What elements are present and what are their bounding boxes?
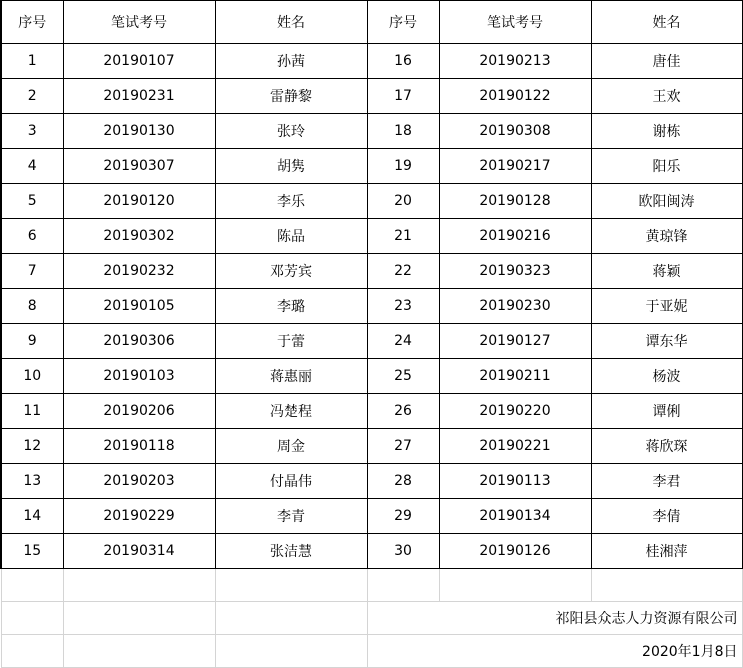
exam-number-right-cell: 20190323 bbox=[439, 254, 591, 289]
exam-number-left-cell: 20190306 bbox=[63, 324, 215, 359]
header-name-left: 姓名 bbox=[215, 1, 367, 44]
name-right-cell: 黄琼锋 bbox=[591, 219, 742, 254]
exam-number-left-cell: 20190229 bbox=[63, 499, 215, 534]
table-row bbox=[1, 254, 742, 289]
exam-number-right-cell: 20190216 bbox=[439, 219, 591, 254]
empty-cell bbox=[63, 635, 215, 668]
name-left-cell: 蒋惠丽 bbox=[215, 359, 367, 394]
exam-number-right-cell: 20190221 bbox=[439, 429, 591, 464]
name-right-cell: 蒋欣琛 bbox=[591, 429, 742, 464]
seq-left-cell: 1 bbox=[1, 44, 63, 79]
seq-left-cell: 11 bbox=[1, 394, 63, 429]
name-left-cell: 邓芳宾 bbox=[215, 254, 367, 289]
name-right-cell: 蒋颖 bbox=[591, 254, 742, 289]
table-row bbox=[1, 79, 742, 114]
exam-number-right-cell: 20190127 bbox=[439, 324, 591, 359]
date-label: 2020年1月8日 bbox=[367, 635, 742, 668]
seq-left-cell: 9 bbox=[1, 324, 63, 359]
name-right-cell: 欧阳闽涛 bbox=[591, 184, 742, 219]
table-row bbox=[1, 499, 742, 534]
empty-cell bbox=[63, 602, 215, 635]
name-right-cell: 唐佳 bbox=[591, 44, 742, 79]
exam-number-left-cell: 20190105 bbox=[63, 289, 215, 324]
name-right-cell: 王欢 bbox=[591, 79, 742, 114]
exam-number-right-cell: 20190134 bbox=[439, 499, 591, 534]
seq-left-cell: 10 bbox=[1, 359, 63, 394]
name-left-cell: 李青 bbox=[215, 499, 367, 534]
name-right-cell: 桂湘萍 bbox=[591, 534, 742, 569]
header-seq-right: 序号 bbox=[367, 1, 439, 44]
empty-cell bbox=[439, 569, 591, 602]
name-right-cell: 谭俐 bbox=[591, 394, 742, 429]
name-left-cell: 李璐 bbox=[215, 289, 367, 324]
seq-left-cell: 3 bbox=[1, 114, 63, 149]
table-row bbox=[1, 359, 742, 394]
exam-number-right-cell: 20190128 bbox=[439, 184, 591, 219]
seq-right-cell: 26 bbox=[367, 394, 439, 429]
empty-cell bbox=[367, 569, 439, 602]
table-row bbox=[1, 44, 742, 79]
table-row bbox=[1, 394, 742, 429]
seq-left-cell: 6 bbox=[1, 219, 63, 254]
seq-right-cell: 21 bbox=[367, 219, 439, 254]
name-left-cell: 张玲 bbox=[215, 114, 367, 149]
exam-number-right-cell: 20190213 bbox=[439, 44, 591, 79]
name-left-cell: 周金 bbox=[215, 429, 367, 464]
seq-left-cell: 8 bbox=[1, 289, 63, 324]
empty-cell bbox=[1, 569, 63, 602]
date-row bbox=[1, 635, 742, 668]
table-row bbox=[1, 324, 742, 359]
exam-number-right-cell: 20190220 bbox=[439, 394, 591, 429]
exam-number-left-cell: 20190231 bbox=[63, 79, 215, 114]
name-right-cell: 谭东华 bbox=[591, 324, 742, 359]
exam-number-right-cell: 20190217 bbox=[439, 149, 591, 184]
table-row bbox=[1, 149, 742, 184]
exam-number-right-cell: 20190211 bbox=[439, 359, 591, 394]
name-right-cell: 阳乐 bbox=[591, 149, 742, 184]
seq-right-cell: 16 bbox=[367, 44, 439, 79]
header-name-right: 姓名 bbox=[591, 1, 742, 44]
empty-cell bbox=[215, 635, 367, 668]
seq-right-cell: 29 bbox=[367, 499, 439, 534]
table-row bbox=[1, 219, 742, 254]
organization-label: 祁阳县众志人力资源有限公司 bbox=[367, 602, 742, 635]
exam-number-right-cell: 20190122 bbox=[439, 79, 591, 114]
seq-right-cell: 22 bbox=[367, 254, 439, 289]
name-right-cell: 李君 bbox=[591, 464, 742, 499]
blank-row bbox=[1, 569, 742, 602]
seq-left-cell: 2 bbox=[1, 79, 63, 114]
exam-number-left-cell: 20190118 bbox=[63, 429, 215, 464]
exam-number-right-cell: 20190308 bbox=[439, 114, 591, 149]
header-exam-number-right: 笔试考号 bbox=[439, 1, 591, 44]
seq-right-cell: 28 bbox=[367, 464, 439, 499]
name-left-cell: 张洁慧 bbox=[215, 534, 367, 569]
seq-left-cell: 4 bbox=[1, 149, 63, 184]
empty-cell bbox=[63, 569, 215, 602]
header-row bbox=[1, 1, 742, 44]
name-left-cell: 李乐 bbox=[215, 184, 367, 219]
seq-left-cell: 15 bbox=[1, 534, 63, 569]
exam-number-left-cell: 20190130 bbox=[63, 114, 215, 149]
seq-left-cell: 13 bbox=[1, 464, 63, 499]
seq-left-cell: 5 bbox=[1, 184, 63, 219]
name-left-cell: 孙茜 bbox=[215, 44, 367, 79]
table-row bbox=[1, 534, 742, 569]
table-row bbox=[1, 289, 742, 324]
seq-left-cell: 12 bbox=[1, 429, 63, 464]
table-row bbox=[1, 114, 742, 149]
name-left-cell: 胡隽 bbox=[215, 149, 367, 184]
table-row bbox=[1, 429, 742, 464]
exam-number-left-cell: 20190107 bbox=[63, 44, 215, 79]
empty-cell bbox=[591, 569, 742, 602]
name-left-cell: 付晶伟 bbox=[215, 464, 367, 499]
seq-right-cell: 30 bbox=[367, 534, 439, 569]
seq-right-cell: 17 bbox=[367, 79, 439, 114]
header-exam-number-left: 笔试考号 bbox=[63, 1, 215, 44]
exam-number-right-cell: 20190230 bbox=[439, 289, 591, 324]
exam-number-left-cell: 20190307 bbox=[63, 149, 215, 184]
name-right-cell: 谢栋 bbox=[591, 114, 742, 149]
table-row bbox=[1, 464, 742, 499]
exam-number-left-cell: 20190120 bbox=[63, 184, 215, 219]
seq-right-cell: 20 bbox=[367, 184, 439, 219]
empty-cell bbox=[1, 635, 63, 668]
seq-right-cell: 25 bbox=[367, 359, 439, 394]
empty-cell bbox=[215, 569, 367, 602]
table-row bbox=[1, 184, 742, 219]
exam-number-left-cell: 20190103 bbox=[63, 359, 215, 394]
name-right-cell: 于亚妮 bbox=[591, 289, 742, 324]
seq-right-cell: 23 bbox=[367, 289, 439, 324]
empty-cell bbox=[1, 602, 63, 635]
exam-number-left-cell: 20190203 bbox=[63, 464, 215, 499]
exam-number-left-cell: 20190302 bbox=[63, 219, 215, 254]
organization-row bbox=[1, 602, 742, 635]
exam-number-right-cell: 20190113 bbox=[439, 464, 591, 499]
seq-left-cell: 14 bbox=[1, 499, 63, 534]
empty-cell bbox=[215, 602, 367, 635]
seq-right-cell: 19 bbox=[367, 149, 439, 184]
name-left-cell: 陈品 bbox=[215, 219, 367, 254]
seq-right-cell: 18 bbox=[367, 114, 439, 149]
name-left-cell: 于蕾 bbox=[215, 324, 367, 359]
exam-number-left-cell: 20190206 bbox=[63, 394, 215, 429]
name-left-cell: 冯楚程 bbox=[215, 394, 367, 429]
name-right-cell: 李倩 bbox=[591, 499, 742, 534]
seq-left-cell: 7 bbox=[1, 254, 63, 289]
name-left-cell: 雷静黎 bbox=[215, 79, 367, 114]
header-seq-left: 序号 bbox=[1, 1, 63, 44]
exam-number-left-cell: 20190232 bbox=[63, 254, 215, 289]
name-right-cell: 杨波 bbox=[591, 359, 742, 394]
exam-number-right-cell: 20190126 bbox=[439, 534, 591, 569]
seq-right-cell: 24 bbox=[367, 324, 439, 359]
exam-number-left-cell: 20190314 bbox=[63, 534, 215, 569]
seq-right-cell: 27 bbox=[367, 429, 439, 464]
